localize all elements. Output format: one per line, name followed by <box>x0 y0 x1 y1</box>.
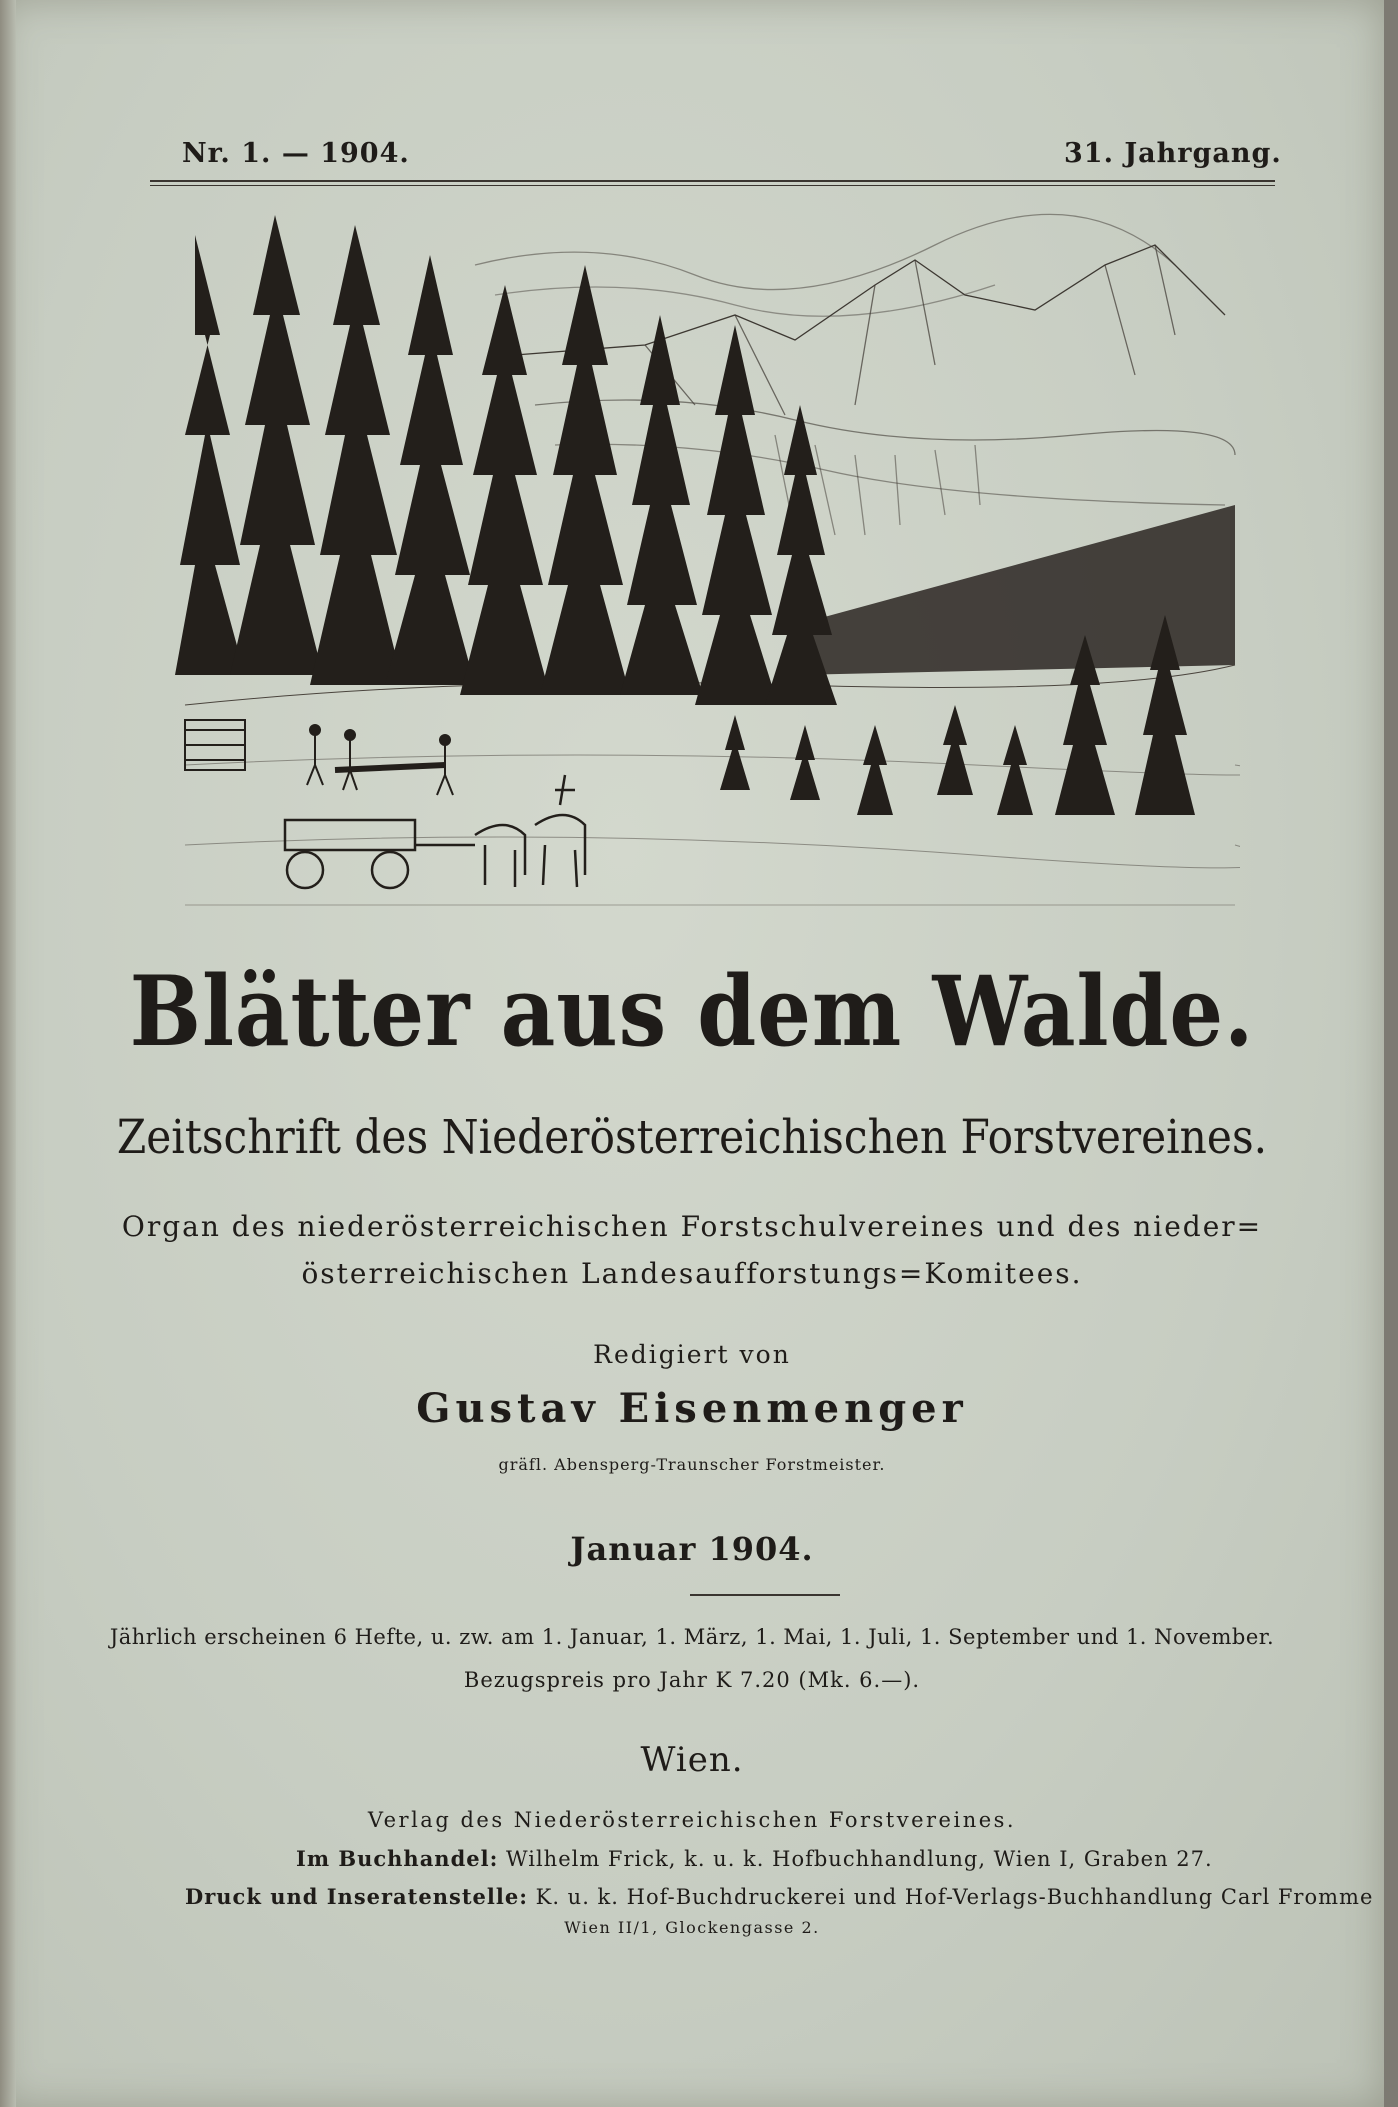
forest-illustration <box>175 205 1240 923</box>
publication-city: Wien. <box>640 1740 744 1780</box>
volume-number: 31. Jahrgang. <box>1064 138 1282 169</box>
printer-address: Wien II/1, Glockengasse 2. <box>564 1918 820 1937</box>
editor-name: Gustav Eisenmenger <box>416 1385 968 1432</box>
horse-cart <box>285 775 585 888</box>
magazine-subtitle: Zeitschrift des Niederösterreichischen Forstvereines. <box>116 1110 1268 1165</box>
tall-fir-trees <box>175 215 837 705</box>
issue-date: Januar 1904. <box>570 1530 814 1568</box>
workers <box>307 725 453 795</box>
bookshop-text: Wilhelm Frick, k. u. k. Hofbuchhandlung, Wien I, Graben 27. <box>506 1847 1213 1871</box>
editor-title: gräfl. Abensperg-Traunscher Forstmeister. <box>498 1455 886 1474</box>
subscription-price: Bezugspreis pro Jahr K 7.20 (Mk. 6.—). <box>463 1668 921 1692</box>
date-rule <box>690 1594 840 1596</box>
binding-spine <box>0 0 16 2107</box>
printer-text: K. u. k. Hof-Buchdruckerei und Hof-Verlags-Buchhandlung Carl Fromme <box>535 1885 1374 1909</box>
organ-line-2: österreichischen Landesaufforstungs=Komitees. <box>301 1257 1083 1290</box>
bookshop-label: Im Buchhandel: <box>296 1846 499 1871</box>
bookshop-line <box>296 1846 1213 1871</box>
publication-schedule: Jährlich erscheinen 6 Hefte, u. zw. am 1. Januar, 1. März, 1. Mai, 1. Juli, 1. September und 1. November. <box>109 1625 1275 1649</box>
magazine-title: Blätter aus dem Walde. <box>129 955 1255 1068</box>
editor-intro: Redigiert von <box>593 1340 791 1369</box>
publisher-line: Verlag des Niederösterreichischen Forstvereines. <box>367 1808 1017 1832</box>
header-rule <box>150 180 1275 186</box>
printer-label: Druck und Inseratenstelle: <box>185 1884 528 1909</box>
printer-line <box>185 1884 1373 1909</box>
organ-line-1: Organ des niederösterreichischen Forstschulvereines und des nieder= <box>121 1210 1263 1243</box>
issue-number: Nr. 1. — 1904. <box>182 138 410 169</box>
